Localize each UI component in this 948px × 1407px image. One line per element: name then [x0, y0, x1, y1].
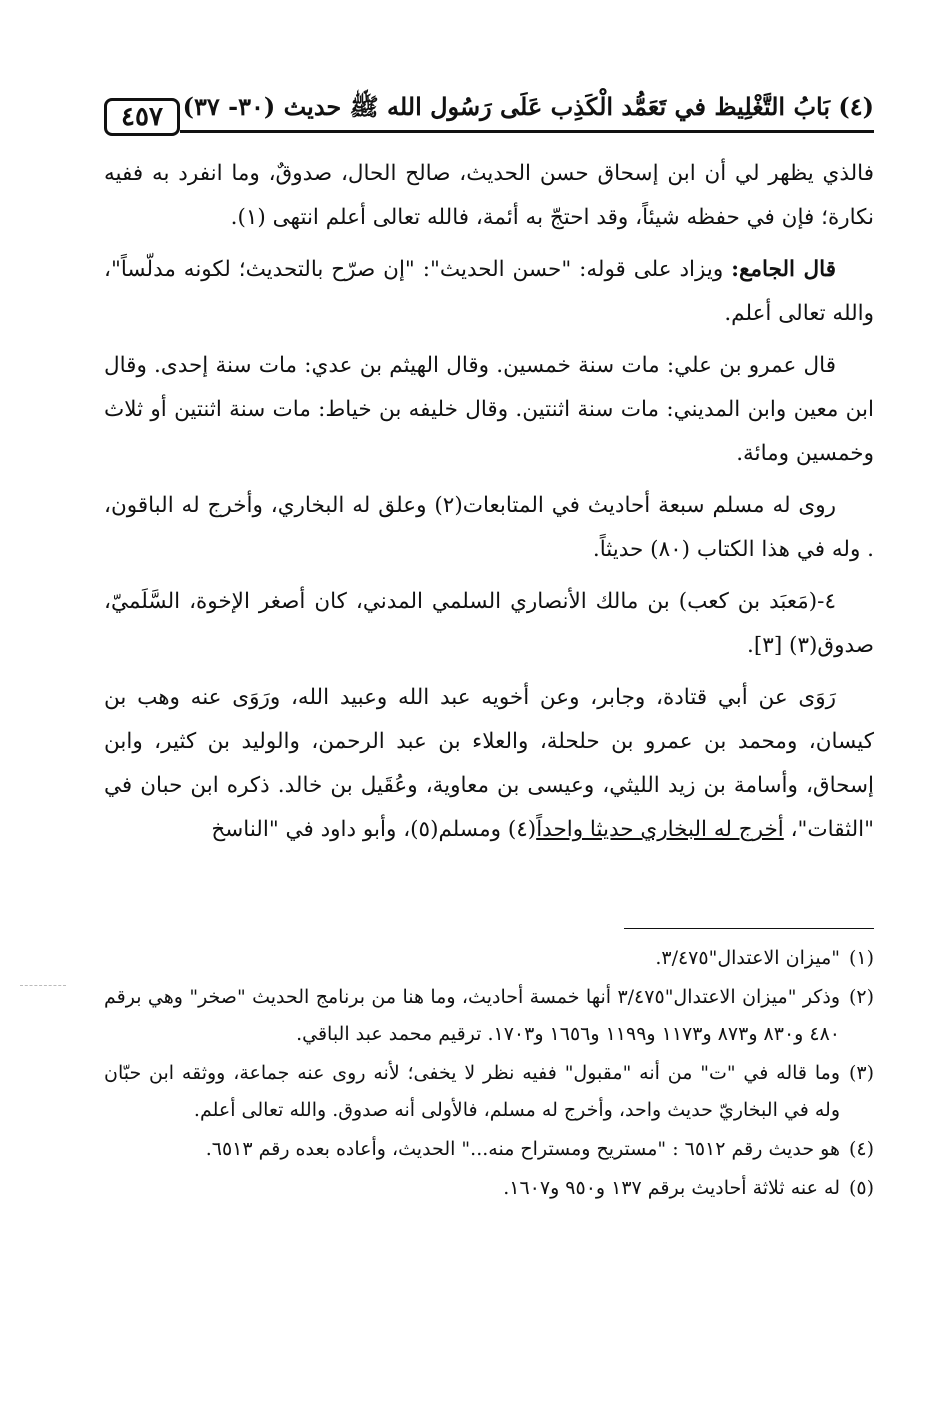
running-title: (٤) بَابُ التَّغْلِيظ في تَعَمُّد الْكَذِب عَلَى رَسُول الله ﷺ حديث (٣٠- ٣٧): [182, 92, 874, 121]
footnote-text: له عنه ثلاثة أحاديث برقم ١٣٧ و٩٥٠ و١٦٠٧.: [503, 1177, 840, 1199]
footnote-marker: (٥): [848, 1177, 874, 1199]
footnote-text: "ميزان الاعتدال"٣/٤٧٥.: [655, 947, 840, 969]
footnote-text: وذكر "ميزان الاعتدال"٣/٤٧٥ أنها خمسة أحاديث، وما هنا من برنامج الحديث "صخر" وهي برقم ٤٨٠ و٨٣٠ و٨٧٣ و١١٧٣ و١١٩٩ و١٦٥٦ و١٧٠٣. ترقيم محمد عبد الباقي.: [104, 986, 840, 1045]
page-header: [104, 92, 874, 136]
footnote-4: [104, 1131, 874, 1168]
footnote-5: [104, 1170, 874, 1207]
paragraph-2-text: ويزاد على قوله: "حسن الحديث": "إن صرّح بالتحديث؛ لكونه مدلّساً"، والله تعالى أعلم.: [104, 257, 874, 326]
underlined-phrase: أخرج له البخاري حديثا واحداً: [536, 817, 784, 842]
paragraph-6-text: رَوَى عن أبي قتادة، وجابر، وعن أخويه عبد الله وعبيد الله، ورَوَى عنه وهب بن كيسان، ومحمد بن عمرو بن حلحلة، والعلاء بن عبد الرحمن، والوليد بن كثير، وابن إسحاق، وأسامة بن زيد الليثي، وعيسى بن معاوية، وعُقَيل بن خالد. ذكره ابن حبان في "الثقات"،: [104, 685, 874, 842]
scan-artifact: [20, 985, 66, 986]
footnote-2: [104, 979, 874, 1053]
paragraph-4: روى له مسلم سبعة أحاديث في المتابعات(٢) وعلق له البخاري، وأخرج له الباقون، . وله في هذا الكتاب (٨٠) حديثاً.: [104, 493, 874, 562]
paragraph-6: [104, 676, 874, 852]
paragraph-3: قال عمرو بن علي: مات سنة خمسين. وقال الهيثم بن عدي: مات سنة إحدى. وقال ابن معين وابن المديني: مات سنة اثنتين. وقال خليفه بن خياط: مات سنة اثنتين أو ثلاث وخمسين ومائة.: [104, 353, 874, 466]
page-number: ٤٥٧: [104, 98, 180, 136]
jami-lead: قال الجامع:: [731, 257, 836, 282]
main-text: [104, 152, 874, 860]
footnote-marker: (٢): [848, 986, 874, 1008]
footnote-marker: (١): [848, 947, 874, 969]
paragraph-5: ٤-(مَعبَد بن كعب) بن مالك الأنصاري السلمي المدني، كان أصغر الإخوة، السَّلَميّ، صدوق(٣) [٣].: [104, 589, 874, 658]
paragraph-2: [104, 248, 874, 336]
footnote-1: [104, 940, 874, 977]
paragraph-6-end: (٤) ومسلم(٥)، وأبو داود في "الناسخ: [211, 817, 537, 842]
footnote-marker: (٣): [848, 1062, 874, 1084]
footnote-3: [104, 1055, 874, 1129]
footnote-text: وما قاله في "ت" من أنه "مقبول" ففيه نظر لا يخفى؛ لأنه روى عنه جماعة، ووثقه ابن حبّان وله في البخاريّ حديث واحد، وأخرج له مسلم، فالأولى أنه صدوق. والله تعالى أعلم.: [104, 1062, 840, 1121]
footnote-separator: [624, 928, 874, 929]
footnote-text: هو حديث رقم ٦٥١٢ : "مستريح ومستراح منه..." الحديث، وأعاده بعده رقم ٦٥١٣.: [205, 1138, 840, 1160]
paragraph-1: فالذي يظهر لي أن ابن إسحاق حسن الحديث، صالح الحال، صدوقٌ، وما انفرد به ففيه نكارة؛ فإن في حفظه شيئاً، وقد احتجّ به أئمة، فالله تعالى أعلم انتهى (١).: [104, 161, 874, 230]
footnote-marker: (٤): [848, 1138, 874, 1160]
footnotes: [104, 940, 874, 1209]
header-rule: [180, 130, 874, 133]
